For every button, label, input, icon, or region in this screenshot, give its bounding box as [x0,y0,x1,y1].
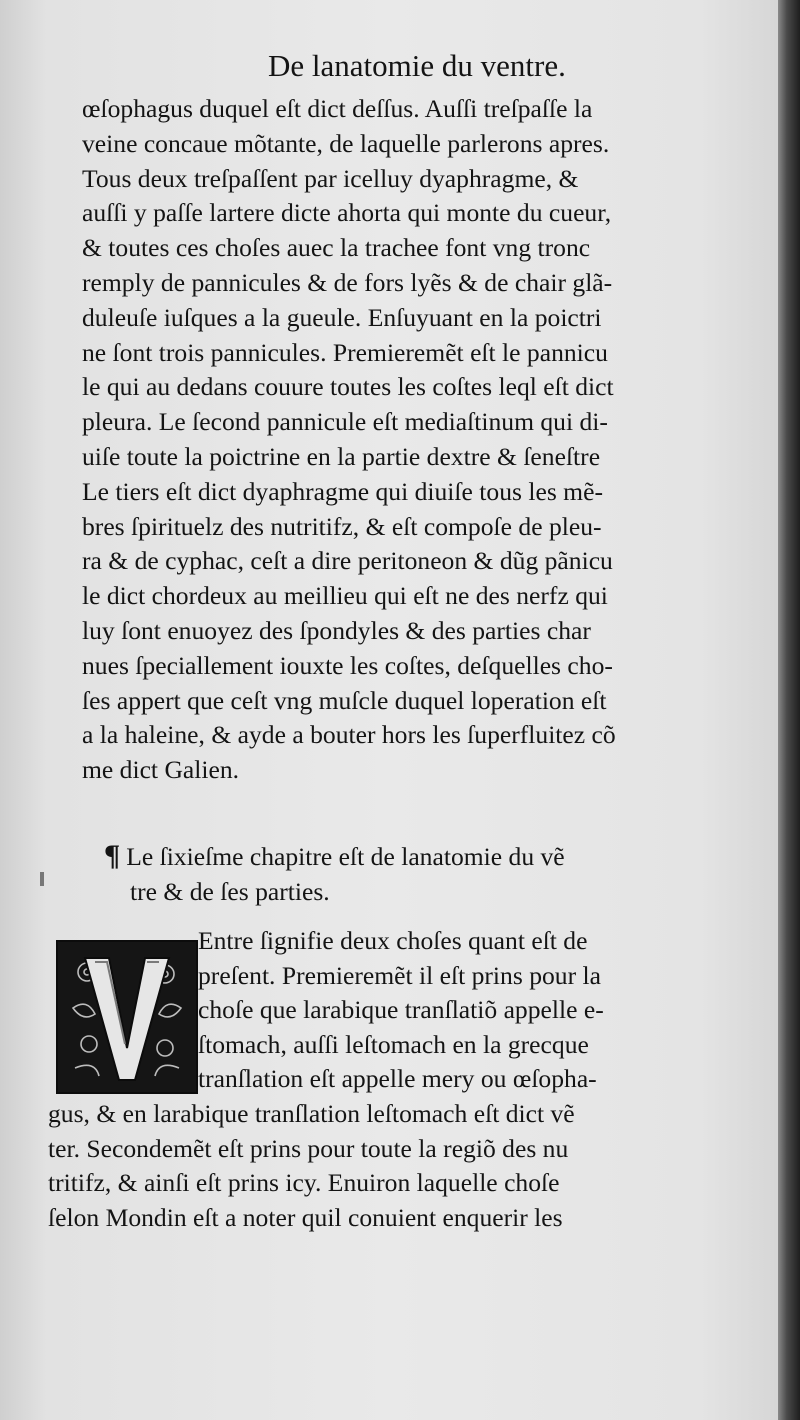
text-line: pleura. Le ſecond pannicule eſt mediaſtinum qui di- [82,407,608,437]
chapter-heading [104,838,764,910]
heading-line [104,838,764,874]
text-line: Le tiers eſt dict dyaphragme qui diuiſe tous les mẽ- [82,476,603,506]
text-line: le qui au dedans couure toutes les coſtes leql eſt dict [82,372,614,402]
text-line: choſe que larabique tranſlatiõ appelle e- [198,995,604,1025]
text-line: & toutes ces choſes auec la trachee font vng tronc [82,233,591,263]
text-line: ſelon Mondin eſt a noter quil conuient enquerir les [48,1202,563,1232]
pilcrow-icon: ¶ [104,839,121,872]
text-line: œſophagus duquel eſt dict deſſus. Auſſi treſpaſſe la [82,94,593,123]
text-line: preſent. Premieremẽt il eſt prins pour la [198,960,601,990]
text-line: Tous deux treſpaſſent par icelluy dyaphragme, & [82,163,579,193]
text-line: veine concaue mõtante, de laquelle parlerons apres. [82,128,610,158]
text-line: tritifz, & ainſi eſt prins icy. Enuiron laquelle choſe [48,1168,560,1198]
text-line: me dict Galien. [82,755,240,785]
text-line: ra & de cyphac, ceſt a dire peritoneon & dũg pãnicu [82,546,613,576]
text-line: ſes appert que ceſt vng muſcle duquel loperation eſt [82,685,607,715]
text-line: ne ſont trois pannicules. Premieremẽt eſt le pannicu [82,337,608,367]
running-head: De lanatomie du ventre. [268,48,566,83]
text-line: luy ſont enuoyez des ſpondyles & des parties char [82,615,591,645]
text-line: nues ſpeciallement iouxte les coſtes, deſquelles cho- [82,650,613,680]
text-line: Entre ſignifie deux choſes quant eſt de [198,926,588,955]
heading-text: Le ſixieſme chapitre eſt de lanatomie du vẽ [126,842,565,871]
text-line: ter. Secondemẽt eſt prins pour toute la regiõ des nu [48,1133,569,1163]
decorated-initial-v-icon [65,948,189,1086]
text-line: a la haleine, & ayde a bouter hors les ſuperfluitez cõ [82,720,616,750]
decorated-initial [56,940,198,1094]
text-line: auſſi y paſſe lartere dicte ahorta qui monte du cueur, [82,198,612,228]
text-line: tranſlation eſt appelle mery ou œſopha- [198,1064,597,1094]
text-line: duleuſe iuſques a la gueule. Enſuyuant en la poictri [82,302,602,332]
text-line: le dict chordeux au meillieu qui eſt ne des nerfz qui [82,581,608,611]
book-spine-shadow [778,0,800,1420]
text-line: gus, & en larabique tranſlation leſtomach eſt dict vẽ [48,1098,575,1128]
text-line: uiſe toute la poictrine en la partie dextre & ſeneſtre [82,441,601,471]
heading-line: tre & de ſes parties. [130,877,330,906]
text-line: ſtomach, auſſi leſtomach en la grecque [198,1029,589,1059]
margin-mark [40,872,44,886]
paragraph-1 [82,92,772,788]
text-line: remply de pannicules & de fors lyẽs & de chair glã- [82,267,613,297]
text-line: bres ſpirituelz des nutritifz, & eſt compoſe de pleu- [82,511,602,541]
